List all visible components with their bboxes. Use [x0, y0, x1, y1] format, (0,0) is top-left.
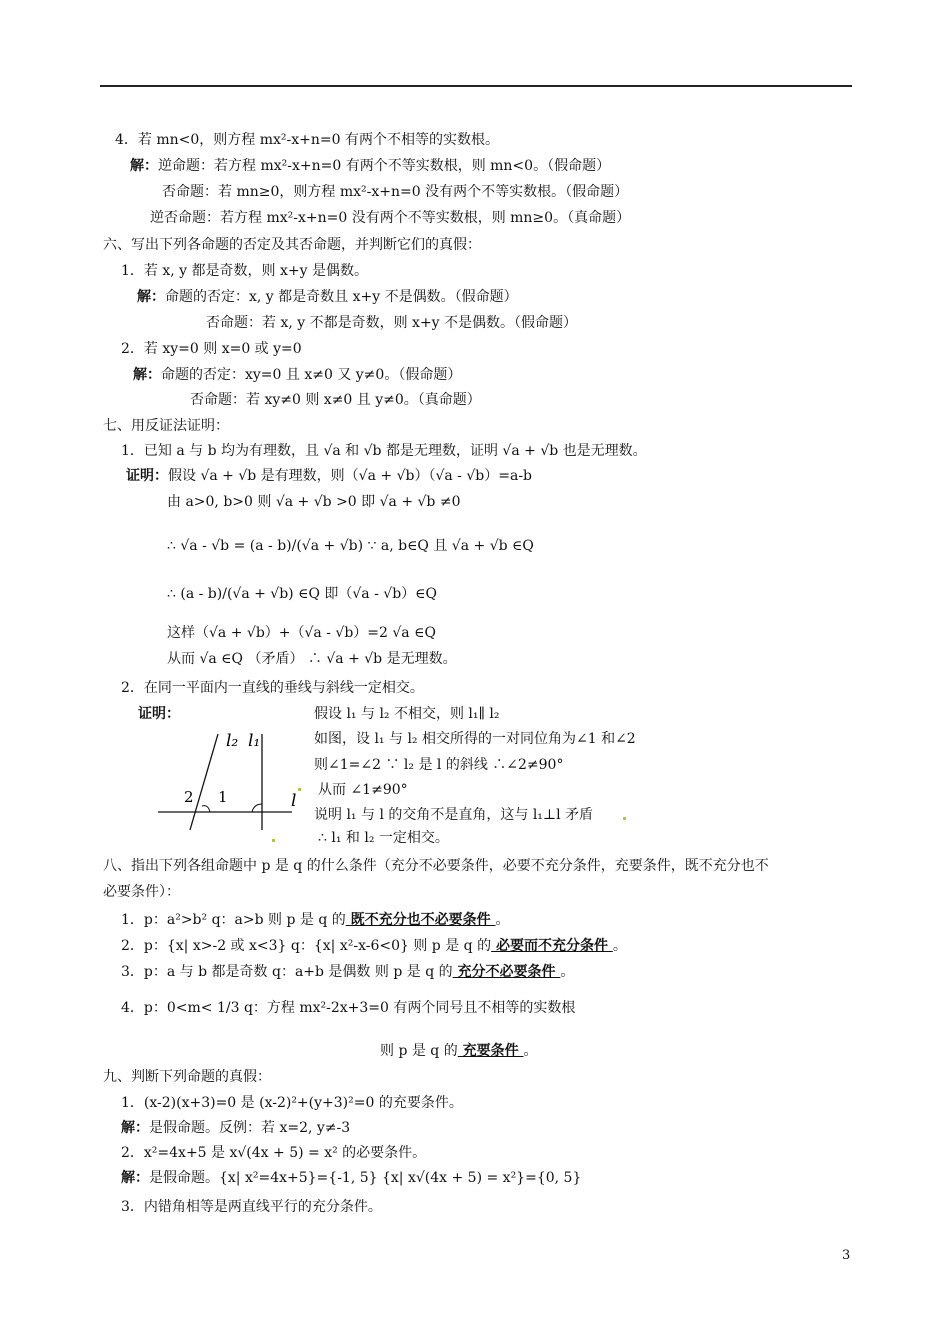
line-text: 从而 √a ∈Q （矛盾） ∴ √a + √b 是无理数。 — [167, 651, 457, 667]
text-line — [314, 806, 593, 824]
text-line — [121, 1094, 463, 1112]
text-line — [167, 650, 457, 668]
line-text: 假设 l₁ 与 l₂ 不相交，则 l₁∥ l₂ — [314, 706, 500, 722]
line-text: 否命题：若 x, y 不都是奇数，则 x+y 不是偶数。（假命题） — [206, 315, 578, 331]
line-text: ∴ √a - √b = (a - b)/(√a + √b) ∵ a, b∈Q 且 √a + √b ∈Q — [167, 538, 534, 554]
label-l: l — [291, 791, 297, 811]
angle-arc-2 — [252, 804, 262, 812]
text-line — [318, 829, 449, 847]
line-text: 4．若 mn<0，则方程 mx²-x+n=0 有两个不相等的实数根。 — [115, 132, 499, 148]
line-text: 1．(x-2)(x+3)=0 是 (x-2)²+(y+3)²=0 的充要条件。 — [121, 1095, 463, 1111]
text-line — [103, 1068, 271, 1086]
line-text: 2．x²=4x+5 是 x√(4x + 5) = x² 的必要条件。 — [121, 1145, 427, 1161]
text-line — [103, 417, 229, 435]
label-l1: l₁ — [248, 731, 261, 751]
header-rule — [100, 85, 852, 87]
text-line — [121, 937, 627, 955]
text-line — [121, 1169, 581, 1187]
line-text: 2．若 xy=0 则 x=0 或 y=0 — [121, 341, 302, 357]
line-tail: 。 — [612, 938, 627, 954]
text-line — [380, 1042, 537, 1060]
text-line — [103, 857, 769, 875]
answer-blank: 必要而不充分条件 — [491, 938, 613, 954]
text-line — [121, 262, 368, 280]
text-line — [162, 183, 628, 201]
text-line — [121, 1119, 350, 1137]
line-text: 必要条件）： — [103, 884, 180, 900]
text-line — [121, 963, 574, 981]
line-text: 八、指出下列各组命题中 p 是 q 的什么条件（充分不必要条件，必要不充分条件，充要条件，既不充分也不 — [103, 858, 769, 874]
text-line — [167, 537, 534, 555]
text-line — [190, 391, 481, 409]
text-line — [115, 131, 499, 149]
text-line — [103, 236, 481, 254]
line-text: 六、写出下列各命题的否定及其否命题，并判断它们的真假： — [103, 237, 481, 253]
text-line — [121, 999, 575, 1017]
text-line — [150, 209, 630, 227]
geometry-figure — [150, 722, 300, 836]
text-line — [314, 730, 636, 748]
line-text: 九、判断下列命题的真假： — [103, 1069, 271, 1085]
line-text: 命题的否定：x, y 都是奇数且 x+y 不是偶数。（假命题） — [165, 289, 518, 305]
line-tail: 。 — [560, 964, 575, 980]
line-text: 2．在同一平面内一直线的垂线与斜线一定相交。 — [121, 680, 424, 696]
line-text: 是假命题。反例：若 x=2, y≠-3 — [149, 1120, 351, 1136]
line-text: 否命题：若 xy≠0 则 x≠0 且 y≠0。（真命题） — [190, 392, 481, 408]
line-text: 1．若 x, y 都是奇数，则 x+y 是偶数。 — [121, 263, 368, 279]
line-text: 逆否命题：若方程 mx²-x+n=0 没有两个不等实数根，则 mn≥0。（真命题） — [150, 210, 631, 226]
label-angle-1: 1 — [218, 788, 228, 806]
line-text: 从而 ∠1≠90° — [318, 782, 408, 798]
text-line — [167, 493, 460, 511]
line-tail: 。 — [523, 1043, 538, 1059]
green-mark — [623, 817, 626, 820]
line-text: 1．p：a²>b² q：a>b 则 p 是 q 的 — [121, 912, 346, 928]
line-text: 否命题：若 mn≥0，则方程 mx²-x+n=0 没有两个不等实数根。（假命题） — [162, 184, 629, 200]
text-line — [318, 781, 408, 799]
line-text: ∴ (a - b)/(√a + √b) ∈Q 即（√a - √b）∈Q — [167, 586, 438, 602]
solution-label: 证明： — [126, 468, 168, 484]
text-line — [314, 756, 563, 774]
text-line — [103, 883, 180, 901]
line-text: 七、用反证法证明： — [103, 418, 229, 434]
text-line — [167, 585, 437, 603]
text-line — [121, 911, 510, 929]
line-text: 则∠1=∠2 ∵ l₂ 是 l 的斜线 ∴∠2≠90° — [314, 757, 564, 773]
line-text: ∴ l₁ 和 l₂ 一定相交。 — [318, 830, 449, 846]
line-text: 说明 l₁ 与 l 的交角不是直角，这与 l₁⊥l 矛盾 — [314, 807, 594, 823]
text-line — [133, 366, 461, 384]
line-text: 1．已知 a 与 b 均为有理数，且 √a 和 √b 都是无理数，证明 √a + √b 也是无理数。 — [121, 443, 647, 459]
line-tail: 。 — [495, 912, 510, 928]
solution-label: 解： — [137, 289, 165, 305]
green-mark — [272, 839, 275, 842]
text-line — [121, 1198, 382, 1216]
solution-label: 解： — [133, 367, 161, 383]
line-text: 是假命题。{x| x²=4x+5}={-1, 5} {x| x√(4x + 5) = x²}={0, 5} — [149, 1170, 582, 1186]
solution-label: 解： — [121, 1120, 149, 1136]
line-text: 由 a>0, b>0 则 √a + √b >0 即 √a + √b ≠0 — [167, 494, 461, 510]
page-number: 3 — [842, 1248, 851, 1263]
text-line — [121, 442, 647, 460]
line-text: 4．p：0<m< 1/3 q：方程 mx²-2x+3=0 有两个同号且不相等的实数根 — [121, 1000, 576, 1016]
text-line — [130, 157, 610, 175]
line-text: 3．p：a 与 b 都是奇数 q：a+b 是偶数 则 p 是 q 的 — [121, 964, 453, 980]
answer-blank: 充分不必要条件 — [452, 964, 561, 980]
angle-arc-1 — [202, 806, 210, 812]
line-text: 逆命题：若方程 mx²-x+n=0 有两个不等实数根，则 mn<0。（假命题） — [158, 158, 611, 174]
line-text: 假设 √a + √b 是有理数，则（√a + √b）（√a - √b）=a-b — [168, 468, 533, 484]
line-text: 这样（√a + √b）+（√a - √b）=2 √a ∈Q — [167, 625, 436, 641]
text-line — [206, 314, 577, 332]
answer-blank: 既不充分也不必要条件 — [345, 912, 496, 928]
text-line — [121, 340, 302, 358]
solution-label: 解： — [121, 1170, 149, 1186]
text-line — [126, 467, 532, 485]
answer-blank: 充要条件 — [457, 1043, 524, 1059]
line-text: 命题的否定：xy=0 且 x≠0 又 y≠0。（假命题） — [161, 367, 462, 383]
text-line — [137, 288, 518, 306]
line-text: 则 p 是 q 的 — [380, 1043, 458, 1059]
solution-label: 解： — [130, 158, 158, 174]
solution-label: 证明： — [138, 706, 180, 722]
text-line — [121, 1144, 426, 1162]
line-text: 如图，设 l₁ 与 l₂ 相交所得的一对同位角为∠1 和∠2 — [314, 731, 636, 747]
label-l2: l₂ — [226, 731, 239, 751]
line-l2 — [190, 734, 218, 830]
line-text: 3．内错角相等是两直线平行的充分条件。 — [121, 1199, 382, 1215]
text-line — [121, 679, 424, 697]
text-line — [314, 705, 500, 723]
label-angle-2: 2 — [184, 788, 194, 806]
text-line — [138, 705, 180, 723]
line-text: 2．p：{x| x>-2 或 x<3} q：{x| x²-x-6<0} 则 p 是 q 的 — [121, 938, 492, 954]
green-mark — [298, 788, 301, 791]
text-line — [167, 624, 436, 642]
